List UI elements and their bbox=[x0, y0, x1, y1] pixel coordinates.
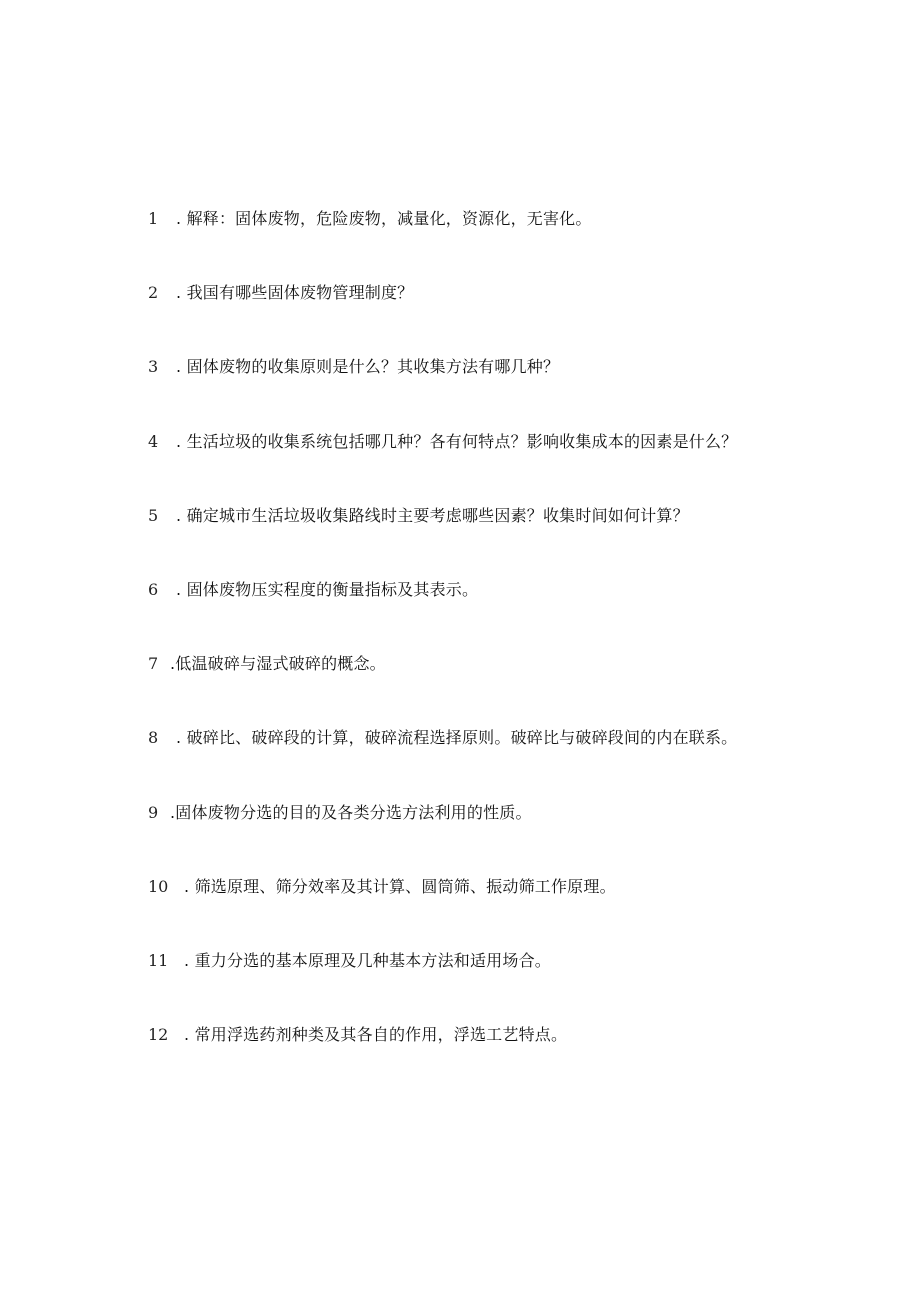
question-text: . 生活垃圾的收集系统包括哪几种？各有何特点？影响收集成本的因素是什么？ bbox=[176, 431, 738, 451]
question-number: 4 bbox=[148, 431, 159, 451]
question-item bbox=[148, 651, 888, 725]
question-item bbox=[148, 1022, 888, 1096]
question-text: . 我国有哪些固体废物管理制度？ bbox=[176, 283, 414, 303]
question-number: 9 bbox=[148, 802, 159, 822]
question-number: 7 bbox=[148, 654, 159, 674]
question-text: .固体废物分选的目的及各类分选方法利用的性质。 bbox=[170, 802, 532, 822]
question-number: 12 bbox=[148, 1025, 169, 1045]
question-item bbox=[148, 280, 888, 354]
question-item bbox=[148, 874, 888, 948]
question-item bbox=[148, 577, 888, 651]
question-text: . 固体废物的收集原则是什么？其收集方法有哪几种？ bbox=[176, 357, 560, 377]
question-text: . 解释：固体废物，危险废物，减量化，资源化，无害化。 bbox=[176, 209, 592, 228]
question-text: . 常用浮选药剂种类及其各自的作用，浮选工艺特点。 bbox=[184, 1025, 568, 1045]
question-number: 6 bbox=[148, 579, 159, 599]
question-text: .低温破碎与湿式破碎的概念。 bbox=[170, 654, 386, 674]
question-number: 11 bbox=[148, 950, 169, 970]
question-text: . 固体废物压实程度的衡量指标及其表示。 bbox=[176, 579, 479, 599]
question-item bbox=[148, 429, 888, 503]
question-text: . 筛选原理、筛分效率及其计算、圆筒筛、振动筛工作原理。 bbox=[184, 876, 616, 896]
question-number: 5 bbox=[148, 505, 159, 525]
question-item bbox=[148, 503, 888, 577]
question-item bbox=[148, 948, 888, 1022]
question-number: 1 bbox=[148, 209, 159, 228]
question-number: 2 bbox=[148, 283, 159, 303]
question-text: . 破碎比、破碎段的计算，破碎流程选择原则。破碎比与破碎段间的内在联系。 bbox=[176, 728, 738, 748]
question-number: 3 bbox=[148, 357, 159, 377]
question-item bbox=[148, 800, 888, 874]
question-number: 8 bbox=[148, 728, 159, 748]
question-text: . 确定城市生活垃圾收集路线时主要考虑哪些因素？收集时间如何计算？ bbox=[176, 505, 689, 525]
question-text: . 重力分选的基本原理及几种基本方法和适用场合。 bbox=[184, 950, 551, 970]
question-item bbox=[148, 725, 888, 799]
question-item bbox=[148, 206, 888, 280]
question-item bbox=[148, 354, 888, 428]
question-list bbox=[148, 206, 888, 1096]
question-number: 10 bbox=[148, 876, 169, 896]
